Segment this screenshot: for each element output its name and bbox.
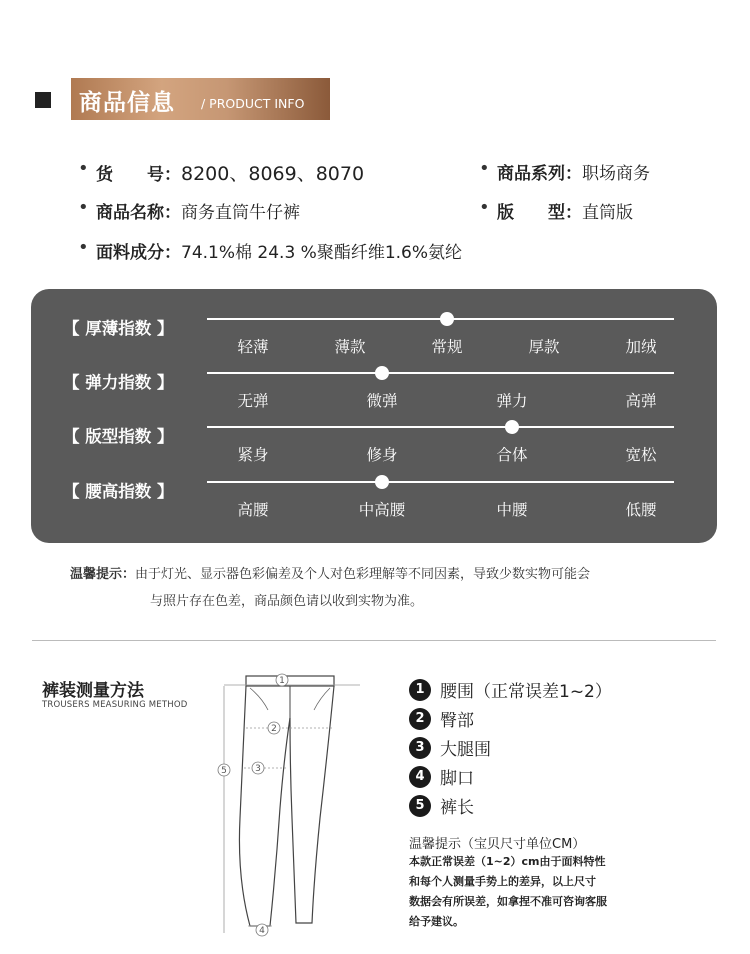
measure-item: [409, 793, 474, 818]
measure-item-number: 4: [409, 766, 431, 788]
index-option: 轻薄: [237, 338, 269, 356]
bullet: •: [479, 197, 490, 218]
note-line: 给予建议。: [409, 915, 464, 928]
marker-1-label: 1: [279, 676, 285, 686]
section-title: 商品信息: [79, 90, 175, 116]
tip-text-2: 与照片存在色差，商品颜色请以收到实物为准。: [150, 594, 424, 609]
note-line: 和每个人测量手势上的差异，以上尺寸: [409, 875, 596, 888]
waistband: [246, 676, 334, 686]
index-option: 加绒: [625, 338, 657, 356]
index-option: 低腰: [625, 501, 657, 519]
product-name-value: 商务直筒牛仔裤: [181, 203, 300, 223]
pocket-right: [314, 688, 330, 710]
index-scale-line: [207, 372, 674, 374]
measure-item-label: 脚口: [440, 769, 474, 789]
index-option: 高弹: [625, 392, 657, 410]
measure-item-number: 3: [409, 737, 431, 759]
measure-item-number: 1: [409, 679, 431, 701]
measure-item-number: 5: [409, 795, 431, 817]
section-title-en: / PRODUCT INFO: [201, 96, 305, 111]
measure-item: [409, 677, 612, 702]
divider: [32, 640, 716, 641]
item-no: [96, 159, 364, 186]
marker-4-label: 4: [259, 926, 265, 936]
measure-item: [409, 764, 474, 789]
product-name: [96, 198, 300, 223]
right-leg: [290, 686, 334, 923]
tip-label: 温馨提示：: [70, 567, 136, 582]
marker-2-label: 2: [271, 724, 277, 734]
index-option: 宽松: [625, 446, 657, 464]
index-option: 合体: [496, 446, 528, 464]
index-label: 【 版型指数 】: [63, 427, 174, 446]
series-value: 职场商务: [582, 164, 650, 184]
marker-3-label: 3: [255, 764, 261, 774]
index-option: 弹力: [496, 392, 528, 410]
section-marker: [35, 92, 51, 108]
index-option: 高腰: [237, 501, 269, 519]
series-label: 商品系列：: [497, 164, 582, 184]
index-label: 【 腰高指数 】: [63, 482, 174, 501]
index-label: 【 弹力指数 】: [63, 373, 174, 392]
measure-item-number: 2: [409, 708, 431, 730]
index-scale-line: [207, 481, 674, 483]
measure-item: [409, 706, 474, 731]
index-option: 薄款: [334, 338, 366, 356]
index-option: 紧身: [237, 446, 269, 464]
series: [497, 159, 650, 184]
note-line: 本款正常误差（1~2）cm由于面料特性: [409, 855, 606, 868]
index-label: 【 厚薄指数 】: [63, 319, 174, 338]
note-title: 温馨提示（宝贝尺寸单位CM）: [409, 837, 586, 852]
index-selected-marker: [505, 420, 519, 434]
measure-subtitle: TROUSERS MEASURING METHOD: [42, 700, 188, 710]
bullet: •: [479, 158, 490, 179]
fabric-value: 74.1%棉 24.3 %聚酯纤维1.6%氨纶: [181, 243, 463, 263]
marker-5-label: 5: [221, 766, 227, 776]
fit-label: 版 型：: [497, 203, 582, 223]
item-no-label: 货 号：: [96, 165, 181, 185]
measure-item: [409, 735, 491, 760]
bullet: •: [78, 237, 89, 258]
index-scale-line: [207, 426, 674, 428]
left-leg: [239, 686, 290, 926]
bullet: •: [78, 158, 89, 179]
fabric: [96, 238, 462, 263]
product-name-label: 商品名称：: [96, 203, 181, 223]
measure-item-label: 腰围（正常误差1~2）: [440, 682, 612, 702]
index-option: 厚款: [528, 338, 560, 356]
index-option: 中腰: [496, 501, 528, 519]
measure-item-label: 裤长: [440, 798, 474, 818]
measure-title: 裤装测量方法: [42, 681, 144, 701]
index-option: 中高腰: [358, 501, 406, 519]
bullet: •: [78, 197, 89, 218]
note-line: 数据会有所误差，如拿捏不准可咨询客服: [409, 895, 607, 908]
item-no-value: 8200、8069、8070: [181, 163, 365, 185]
index-option: 常规: [431, 338, 463, 356]
tip-line-1: [70, 563, 590, 582]
fit: [497, 198, 633, 223]
fabric-label: 面料成分：: [96, 243, 181, 263]
index-option: 无弹: [237, 392, 269, 410]
index-selected-marker: [375, 366, 389, 380]
index-option: 微弹: [366, 392, 398, 410]
fit-value: 直筒版: [582, 203, 633, 223]
pocket-left: [250, 688, 268, 710]
measure-item-label: 大腿围: [440, 740, 491, 760]
index-option: 修身: [366, 446, 398, 464]
measure-item-label: 臀部: [440, 711, 474, 731]
tip-text-1: 由于灯光、显示器色彩偏差及个人对色彩理解等不同因素，导致少数实物可能会: [135, 567, 591, 582]
index-selected-marker: [440, 312, 454, 326]
trousers-diagram: [210, 668, 360, 940]
index-selected-marker: [375, 475, 389, 489]
